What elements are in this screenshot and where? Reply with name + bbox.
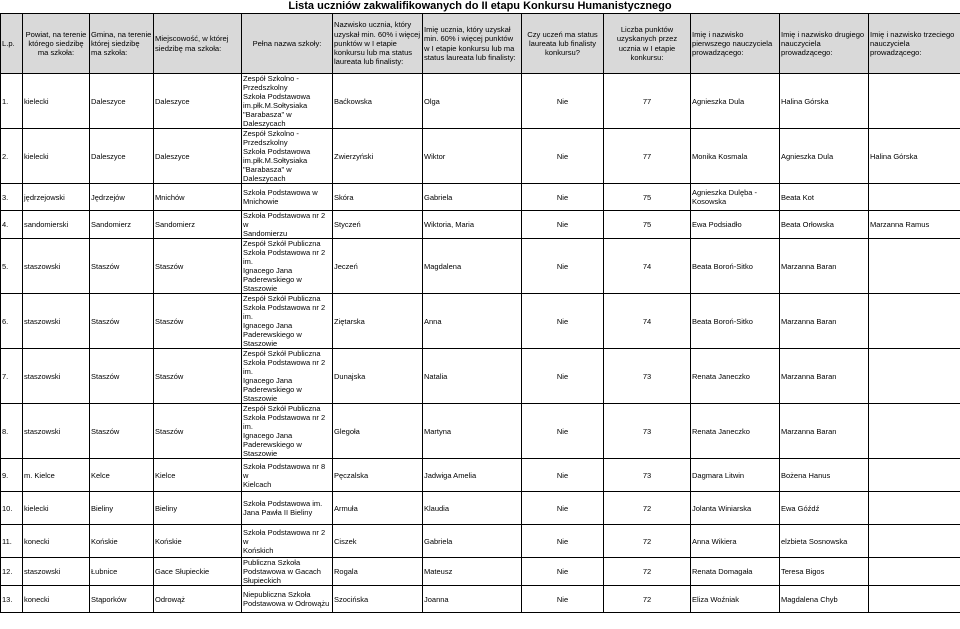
header-status: Czy uczeń ma status laureata lub finalisty konkursu? <box>522 14 604 74</box>
cell-nauczyciel-2: Magdalena Chyb <box>780 586 869 613</box>
cell-imie: Olga <box>423 74 522 129</box>
cell-gmina: Staszów <box>90 294 154 349</box>
cell-lp: 2. <box>1 129 23 184</box>
cell-punkty: 72 <box>604 525 691 558</box>
cell-status: Nie <box>522 239 604 294</box>
cell-nauczyciel-3 <box>869 404 960 459</box>
cell-imie: Martyna <box>423 404 522 459</box>
cell-nauczyciel-2: Bożena Hanus <box>780 459 869 492</box>
cell-powiat: konecki <box>23 525 90 558</box>
cell-nauczyciel-2: Halina Górska <box>780 74 869 129</box>
szkola-line: Podstawowa w Odrowążu <box>243 599 330 608</box>
cell-nauczyciel-1: Eliza Woźniak <box>691 586 780 613</box>
document-title: Lista uczniów zakwalifikowanych do II etapu Konkursu Humanistycznego <box>288 0 672 12</box>
cell-powiat: kielecki <box>23 74 90 129</box>
szkola-line: Zespół Szkolno - <box>243 129 299 138</box>
header-nauczyciel-1: Imię i nazwisko pierwszego nauczyciela prowadzącego: <box>691 14 780 74</box>
szkola-line: Mnichowie <box>243 197 279 206</box>
cell-lp: 11. <box>1 525 23 558</box>
cell-lp: 8. <box>1 404 23 459</box>
cell-nauczyciel-1: Agnieszka Dula <box>691 74 780 129</box>
cell-szkola <box>242 239 333 294</box>
cell-nauczyciel-3 <box>869 74 960 129</box>
cell-powiat: m. Kielce <box>23 459 90 492</box>
cell-nauczyciel-1: Renata Domagała <box>691 558 780 586</box>
cell-nauczyciel-1: Beata Boroń-Sitko <box>691 239 780 294</box>
cell-nazwisko: Rogala <box>333 558 423 586</box>
szkola-line: Kielcach <box>243 479 272 489</box>
table-row <box>1 294 960 349</box>
cell-imie: Joanna <box>423 586 522 613</box>
cell-imie: Gabriela <box>423 525 522 558</box>
cell-szkola <box>242 211 333 239</box>
table-row <box>1 74 960 129</box>
cell-miejscowosc: Staszów <box>154 404 242 459</box>
cell-miejscowosc: Daleszyce <box>154 74 242 129</box>
cell-szkola <box>242 129 333 184</box>
cell-szkola <box>242 558 333 586</box>
cell-status: Nie <box>522 74 604 129</box>
cell-powiat: kielecki <box>23 129 90 184</box>
header-powiat: Powiat, na terenie którego siedzibę ma szkoła: <box>23 14 90 74</box>
cell-nazwisko: Skóra <box>333 184 423 211</box>
header-nazwisko: Nazwisko ucznia, który uzyskał min. 60% i więcej punktów w I etapie konkursu lub ma status laureata lub finalisty: <box>333 14 423 74</box>
cell-miejscowosc: Kielce <box>154 459 242 492</box>
cell-punkty: 74 <box>604 239 691 294</box>
cell-nauczyciel-3 <box>869 239 960 294</box>
cell-miejscowosc: Końskie <box>154 525 242 558</box>
szkola-line: Przedszkolny <box>243 83 288 92</box>
header-nauczyciel-3: Imię i nazwisko trzeciego nauczyciela prowadzącego: <box>869 14 960 74</box>
cell-lp: 13. <box>1 586 23 613</box>
table-row <box>1 349 960 404</box>
szkola-line: Zespół Szkół Publiczna <box>243 294 321 303</box>
cell-nazwisko: Jeczeń <box>333 239 423 294</box>
cell-punkty: 72 <box>604 492 691 525</box>
cell-nauczyciel-1: Dagmara Litwin <box>691 459 780 492</box>
cell-nazwisko: Armuła <box>333 492 423 525</box>
szkola-line: Szkoła Podstawowa nr 8 w <box>243 461 326 480</box>
cell-status: Nie <box>522 558 604 586</box>
szkola-line: Szkoła Podstawowa im. <box>243 499 323 508</box>
cell-nazwisko: Dunajska <box>333 349 423 404</box>
cell-nauczyciel-2: Marzanna Baran <box>780 239 869 294</box>
cell-powiat: konecki <box>23 586 90 613</box>
cell-status: Nie <box>522 211 604 239</box>
szkola-line: Ignacego Jana <box>243 321 293 330</box>
cell-szkola <box>242 349 333 404</box>
cell-lp: 6. <box>1 294 23 349</box>
cell-punkty: 72 <box>604 586 691 613</box>
szkola-line: "Barabasza" w Daleszycach <box>243 165 292 183</box>
table-row <box>1 558 960 586</box>
cell-nauczyciel-2: Teresa Bigos <box>780 558 869 586</box>
cell-status: Nie <box>522 492 604 525</box>
szkola-line: Zespół Szkół Publiczna <box>243 349 321 358</box>
cell-powiat: sandomierski <box>23 211 90 239</box>
szkola-line: Ignacego Jana <box>243 431 293 440</box>
cell-miejscowosc: Gace Słupieckie <box>154 558 242 586</box>
cell-nauczyciel-3 <box>869 184 960 211</box>
header-nauczyciel-2: Imię i nazwisko drugiego nauczyciela prowadzącego: <box>780 14 869 74</box>
cell-gmina: Staszów <box>90 239 154 294</box>
header-lp: L.p. <box>1 14 23 74</box>
cell-gmina: Końskie <box>90 525 154 558</box>
cell-lp: 5. <box>1 239 23 294</box>
cell-imie: Magdalena <box>423 239 522 294</box>
cell-nauczyciel-2: Beata Kot <box>780 184 869 211</box>
szkola-line: Szkoła Podstawowa w <box>243 188 318 197</box>
cell-nauczyciel-3 <box>869 525 960 558</box>
szkola-line: Paderewskiego w Staszowie <box>243 275 302 293</box>
szkola-line: Paderewskiego w Staszowie <box>243 440 302 458</box>
cell-miejscowosc: Sandomierz <box>154 211 242 239</box>
szkola-line: Szkoła Podstawowa <box>243 92 311 101</box>
szkola-line: Przedszkolny <box>243 138 288 147</box>
cell-szkola <box>242 459 333 492</box>
cell-powiat: staszowski <box>23 404 90 459</box>
cell-status: Nie <box>522 586 604 613</box>
cell-nazwisko: Ciszek <box>333 525 423 558</box>
cell-nauczyciel-2: Marzanna Baran <box>780 404 869 459</box>
szkola-line: Podstawowa w Gacach <box>243 567 321 576</box>
szkola-line: Końskich <box>243 545 274 555</box>
cell-nauczyciel-2: elzbieta Sosnowska <box>780 525 869 558</box>
table-row <box>1 525 960 558</box>
cell-status: Nie <box>522 459 604 492</box>
szkola-line: Szkoła Podstawowa nr 2 im. <box>243 413 326 431</box>
szkola-line: Paderewskiego w Staszowie <box>243 330 302 348</box>
cell-imie: Jadwiga Amelia <box>423 459 522 492</box>
cell-lp: 1. <box>1 74 23 129</box>
cell-nauczyciel-1: Beata Boroń-Sitko <box>691 294 780 349</box>
cell-miejscowosc: Staszów <box>154 294 242 349</box>
cell-status: Nie <box>522 184 604 211</box>
cell-lp: 3. <box>1 184 23 211</box>
cell-nauczyciel-1: Ewa Podsiadło <box>691 211 780 239</box>
cell-nauczyciel-2: Marzanna Baran <box>780 294 869 349</box>
cell-nauczyciel-3 <box>869 459 960 492</box>
cell-gmina: Bieliny <box>90 492 154 525</box>
szkola-line: Publiczna Szkoła <box>243 558 301 567</box>
szkola-line: Szkoła Podstawowa nr 2 w <box>243 211 326 229</box>
cell-nauczyciel-3 <box>869 294 960 349</box>
table-row <box>1 492 960 525</box>
header-punkty: Liczba punktów uzyskanych przez ucznia w I etapie konkursu: <box>604 14 691 74</box>
szkola-line: im.płk.M.Sołtysiaka <box>243 101 308 110</box>
cell-lp: 9. <box>1 459 23 492</box>
cell-status: Nie <box>522 129 604 184</box>
cell-gmina: Jędrzejów <box>90 184 154 211</box>
cell-szkola <box>242 492 333 525</box>
cell-punkty: 73 <box>604 349 691 404</box>
cell-imie: Anna <box>423 294 522 349</box>
cell-szkola <box>242 294 333 349</box>
cell-status: Nie <box>522 294 604 349</box>
szkola-line: Szkoła Podstawowa nr 2 im. <box>243 303 326 321</box>
cell-nazwisko: Styczeń <box>333 211 423 239</box>
table-row <box>1 129 960 184</box>
szkola-line: Ignacego Jana <box>243 376 293 385</box>
cell-lp: 4. <box>1 211 23 239</box>
szkola-line: Słupieckich <box>243 576 281 585</box>
cell-nazwisko: Szocińska <box>333 586 423 613</box>
table-row <box>1 404 960 459</box>
table-row <box>1 239 960 294</box>
cell-nauczyciel-3: Halina Górska <box>869 129 960 184</box>
header-row <box>1 14 960 74</box>
szkola-line: Zespół Szkół Publiczna <box>243 239 321 248</box>
cell-imie: Klaudia <box>423 492 522 525</box>
cell-lp: 10. <box>1 492 23 525</box>
cell-nauczyciel-1: Agnieszka Dulęba - Kosowska <box>691 184 780 211</box>
cell-nauczyciel-3 <box>869 349 960 404</box>
szkola-line: Niepubliczna Szkoła <box>243 590 311 599</box>
cell-gmina: Sandomierz <box>90 211 154 239</box>
cell-nauczyciel-2: Beata Orłowska <box>780 211 869 239</box>
cell-miejscowosc: Odrowąż <box>154 586 242 613</box>
cell-nauczyciel-2: Ewa Góźdź <box>780 492 869 525</box>
header-miejscowosc: Miejscowość, w której siedzibę ma szkoła: <box>154 14 242 74</box>
cell-nauczyciel-3 <box>869 558 960 586</box>
cell-nazwisko: Glegoła <box>333 404 423 459</box>
cell-lp: 7. <box>1 349 23 404</box>
szkola-line: "Barabasza" w Daleszycach <box>243 110 292 128</box>
cell-nauczyciel-1: Monika Kosmala <box>691 129 780 184</box>
cell-gmina: Daleszyce <box>90 74 154 129</box>
results-table <box>0 13 960 613</box>
szkola-line: Szkoła Podstawowa nr 2 im. <box>243 248 326 266</box>
cell-miejscowosc: Staszów <box>154 349 242 404</box>
cell-nauczyciel-3 <box>869 586 960 613</box>
table-row <box>1 586 960 613</box>
cell-gmina: Kelce <box>90 459 154 492</box>
cell-powiat: staszowski <box>23 239 90 294</box>
cell-miejscowosc: Staszów <box>154 239 242 294</box>
szkola-line: Paderewskiego w Staszowie <box>243 385 302 403</box>
szkola-line: Ignacego Jana <box>243 266 293 275</box>
cell-nauczyciel-2: Marzanna Baran <box>780 349 869 404</box>
szkola-line: Zespół Szkół Publiczna <box>243 404 321 413</box>
cell-imie: Gabriela <box>423 184 522 211</box>
cell-imie: Mateusz <box>423 558 522 586</box>
cell-nauczyciel-1: Anna Wikiera <box>691 525 780 558</box>
cell-nazwisko: Ziętarska <box>333 294 423 349</box>
cell-gmina: Daleszyce <box>90 129 154 184</box>
szkola-line: Szkoła Podstawowa <box>243 147 311 156</box>
cell-punkty: 73 <box>604 404 691 459</box>
cell-miejscowosc: Mnichów <box>154 184 242 211</box>
header-gmina: Gmina, na terenie której siedzibę ma szkoła: <box>90 14 154 74</box>
cell-status: Nie <box>522 404 604 459</box>
cell-szkola <box>242 74 333 129</box>
cell-punkty: 75 <box>604 184 691 211</box>
cell-miejscowosc: Daleszyce <box>154 129 242 184</box>
cell-nazwisko: Baćkowska <box>333 74 423 129</box>
cell-szkola <box>242 525 333 558</box>
cell-nazwisko: Pęczalska <box>333 459 423 492</box>
cell-miejscowosc: Bieliny <box>154 492 242 525</box>
cell-punkty: 72 <box>604 558 691 586</box>
cell-punkty: 77 <box>604 74 691 129</box>
table-row <box>1 459 960 492</box>
cell-nazwisko: Zwierzyński <box>333 129 423 184</box>
szkola-line: Szkoła Podstawowa nr 2 im. <box>243 358 326 376</box>
cell-gmina: Staszów <box>90 349 154 404</box>
cell-punkty: 77 <box>604 129 691 184</box>
table-row <box>1 184 960 211</box>
cell-lp: 12. <box>1 558 23 586</box>
cell-gmina: Staszów <box>90 404 154 459</box>
cell-powiat: kielecki <box>23 492 90 525</box>
cell-szkola <box>242 586 333 613</box>
cell-imie: Wiktor <box>423 129 522 184</box>
cell-nauczyciel-1: Renata Janeczko <box>691 404 780 459</box>
cell-nauczyciel-1: Renata Janeczko <box>691 349 780 404</box>
cell-szkola <box>242 404 333 459</box>
cell-punkty: 73 <box>604 459 691 492</box>
cell-gmina: Stąporków <box>90 586 154 613</box>
cell-imie: Natalia <box>423 349 522 404</box>
cell-status: Nie <box>522 349 604 404</box>
cell-gmina: Łubnice <box>90 558 154 586</box>
cell-powiat: staszowski <box>23 349 90 404</box>
cell-nauczyciel-3 <box>869 492 960 525</box>
cell-nauczyciel-2: Agnieszka Dula <box>780 129 869 184</box>
cell-powiat: staszowski <box>23 294 90 349</box>
header-imie: Imię ucznia, który uzyskał min. 60% i więcej punktów w I etapie konkursu lub ma status laureata lub finalisty: <box>423 14 522 74</box>
szkola-line: Jana Pawła II Bieliny <box>243 508 313 517</box>
szkola-line: Sandomierzu <box>243 229 288 238</box>
szkola-line: Szkoła Podstawowa nr 2 w <box>243 527 326 546</box>
cell-status: Nie <box>522 525 604 558</box>
cell-nauczyciel-1: Jolanta Winiarska <box>691 492 780 525</box>
cell-punkty: 75 <box>604 211 691 239</box>
cell-nauczyciel-3: Marzanna Ramus <box>869 211 960 239</box>
cell-szkola <box>242 184 333 211</box>
cell-imie: Wiktoria, Maria <box>423 211 522 239</box>
cell-powiat: jędrzejowski <box>23 184 90 211</box>
cell-powiat: staszowski <box>23 558 90 586</box>
szkola-line: im.płk.M.Sołtysiaka <box>243 156 308 165</box>
table-row <box>1 211 960 239</box>
cell-punkty: 74 <box>604 294 691 349</box>
header-szkola: Pełna nazwa szkoły: <box>242 14 333 74</box>
szkola-line: Zespół Szkolno - <box>243 74 299 83</box>
